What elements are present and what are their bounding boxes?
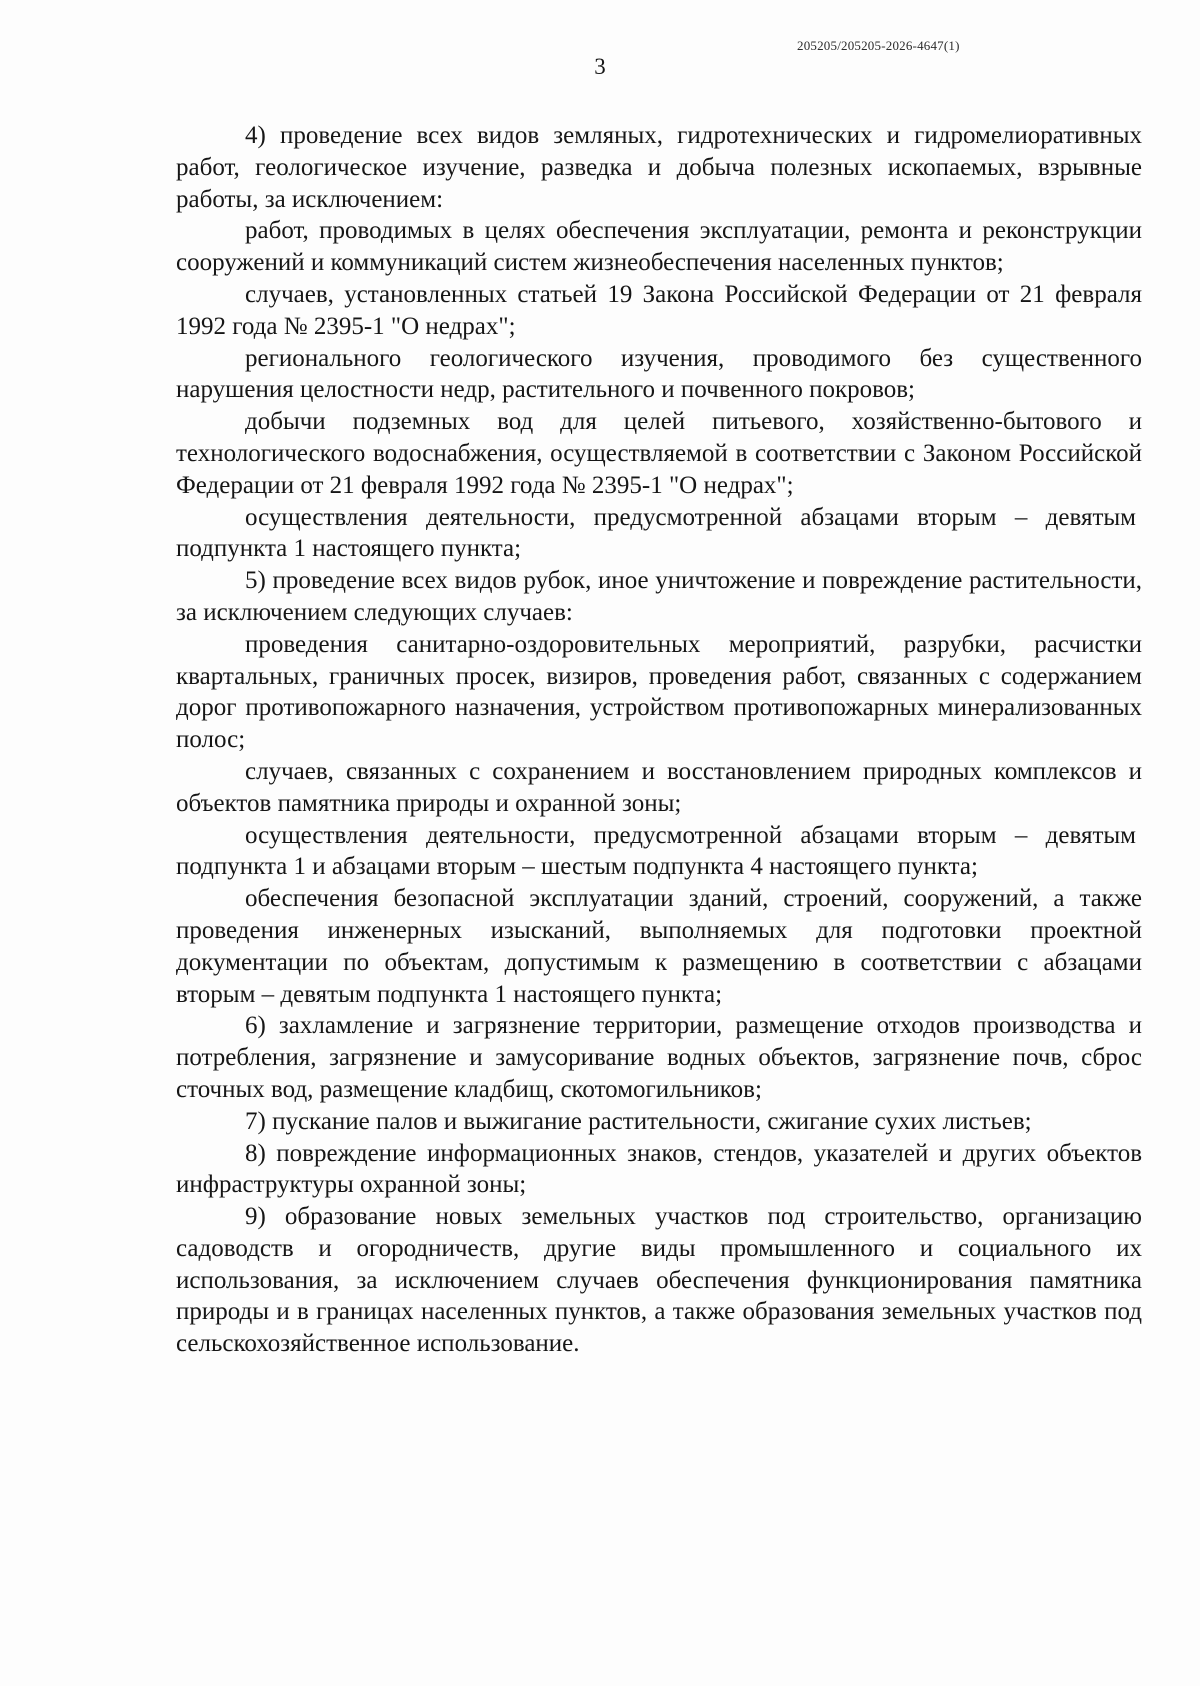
paragraph-8-signs-damage: 8) повреждение информационных знаков, стендов, указателей и других объектов инфраструктуры охранной зоны; <box>176 1139 1142 1199</box>
paragraph-exception-sanitary: проведения санитарно-оздоровительных мероприятий, разрубки, расчистки квартальных, граничных просек, визиров, проведения работ, связанных с содержанием дорог противопожарного назначения, устройством противопожарных минерализованных полос; <box>176 630 1142 754</box>
paragraph-6-pollution: 6) захламление и загрязнение территории, размещение отходов производства и потребления, загрязнение и замусоривание водных объектов, загрязнение почв, сброс сточных вод, размещение кладбищ, скотомогильников; <box>176 1012 1142 1103</box>
paragraph-exception-groundwater: добычи подземных вод для целей питьевого, хозяйственно-бытового и технологического водоснабжения, осуществляемой в соответствии с Законом Российской Федерации от 21 февраля 1992 года № 2395-1 "О недрах"; <box>176 408 1142 499</box>
paragraph-exception-activity-4: осуществления деятельности, предусмотренной абзацами вторым – девятым подпункта 1 и абзацами вторым – шестым подпункта 4 настоящего пункта; <box>176 821 1136 881</box>
paragraph-9-land-plots: 9) образование новых земельных участков под строительство, организацию садоводств и огородничеств, другие виды промышленного и социального их использования, за исключением случаев обеспечения функционирования памятника природы и в границах населенных пунктов, а также образования земельных участков под сельскохозяйственное использование. <box>176 1203 1142 1358</box>
paragraph-exception-activity-1: осуществления деятельности, предусмотренной абзацами вторым – девятым подпункта 1 настоящего пункта; <box>176 503 1136 563</box>
paragraph-7-burning: 7) пускание палов и выжигание растительности, сжигание сухих листьев; <box>245 1107 1032 1135</box>
paragraph-exception-safety: обеспечения безопасной эксплуатации зданий, строений, сооружений, а также проведения инженерных изысканий, выполняемых для подготовки проектной документации по объектам, допустимым к размещению в соответствии с абзацами вторым – девятым подпункта 1 настоящего пункта; <box>176 885 1142 1008</box>
page-number: 3 <box>594 54 606 79</box>
paragraph-exception-maintenance: работ, проводимых в целях обеспечения эксплуатации, ремонта и реконструкции сооружений и коммуникаций систем жизнеобеспечения населенных пунктов; <box>176 217 1142 277</box>
paragraph-exception-restoration: случаев, связанных с сохранением и восстановлением природных комплексов и объектов памятника природы и охранной зоны; <box>176 757 1142 817</box>
document-id: 205205/205205-2026-4647(1) <box>797 38 960 53</box>
paragraph-4-earthworks: 4) проведение всех видов земляных, гидротехнических и гидромелиоративных работ, геологическое изучение, разведка и добыча полезных ископаемых, взрывные работы, за исключением: <box>176 122 1142 213</box>
paragraph-exception-subsoil-law: случаев, установленных статьей 19 Закона Российской Федерации от 21 февраля 1992 года № 2395-1 "О недрах"; <box>176 280 1142 340</box>
paragraph-5-logging: 5) проведение всех видов рубок, иное уничтожение и повреждение растительности, за исключением следующих случаев: <box>176 567 1142 626</box>
paragraph-exception-geology: регионального геологического изучения, проводимого без существенного нарушения целостности недр, растительного и почвенного покровов; <box>176 344 1142 404</box>
document-body <box>176 120 1142 1360</box>
